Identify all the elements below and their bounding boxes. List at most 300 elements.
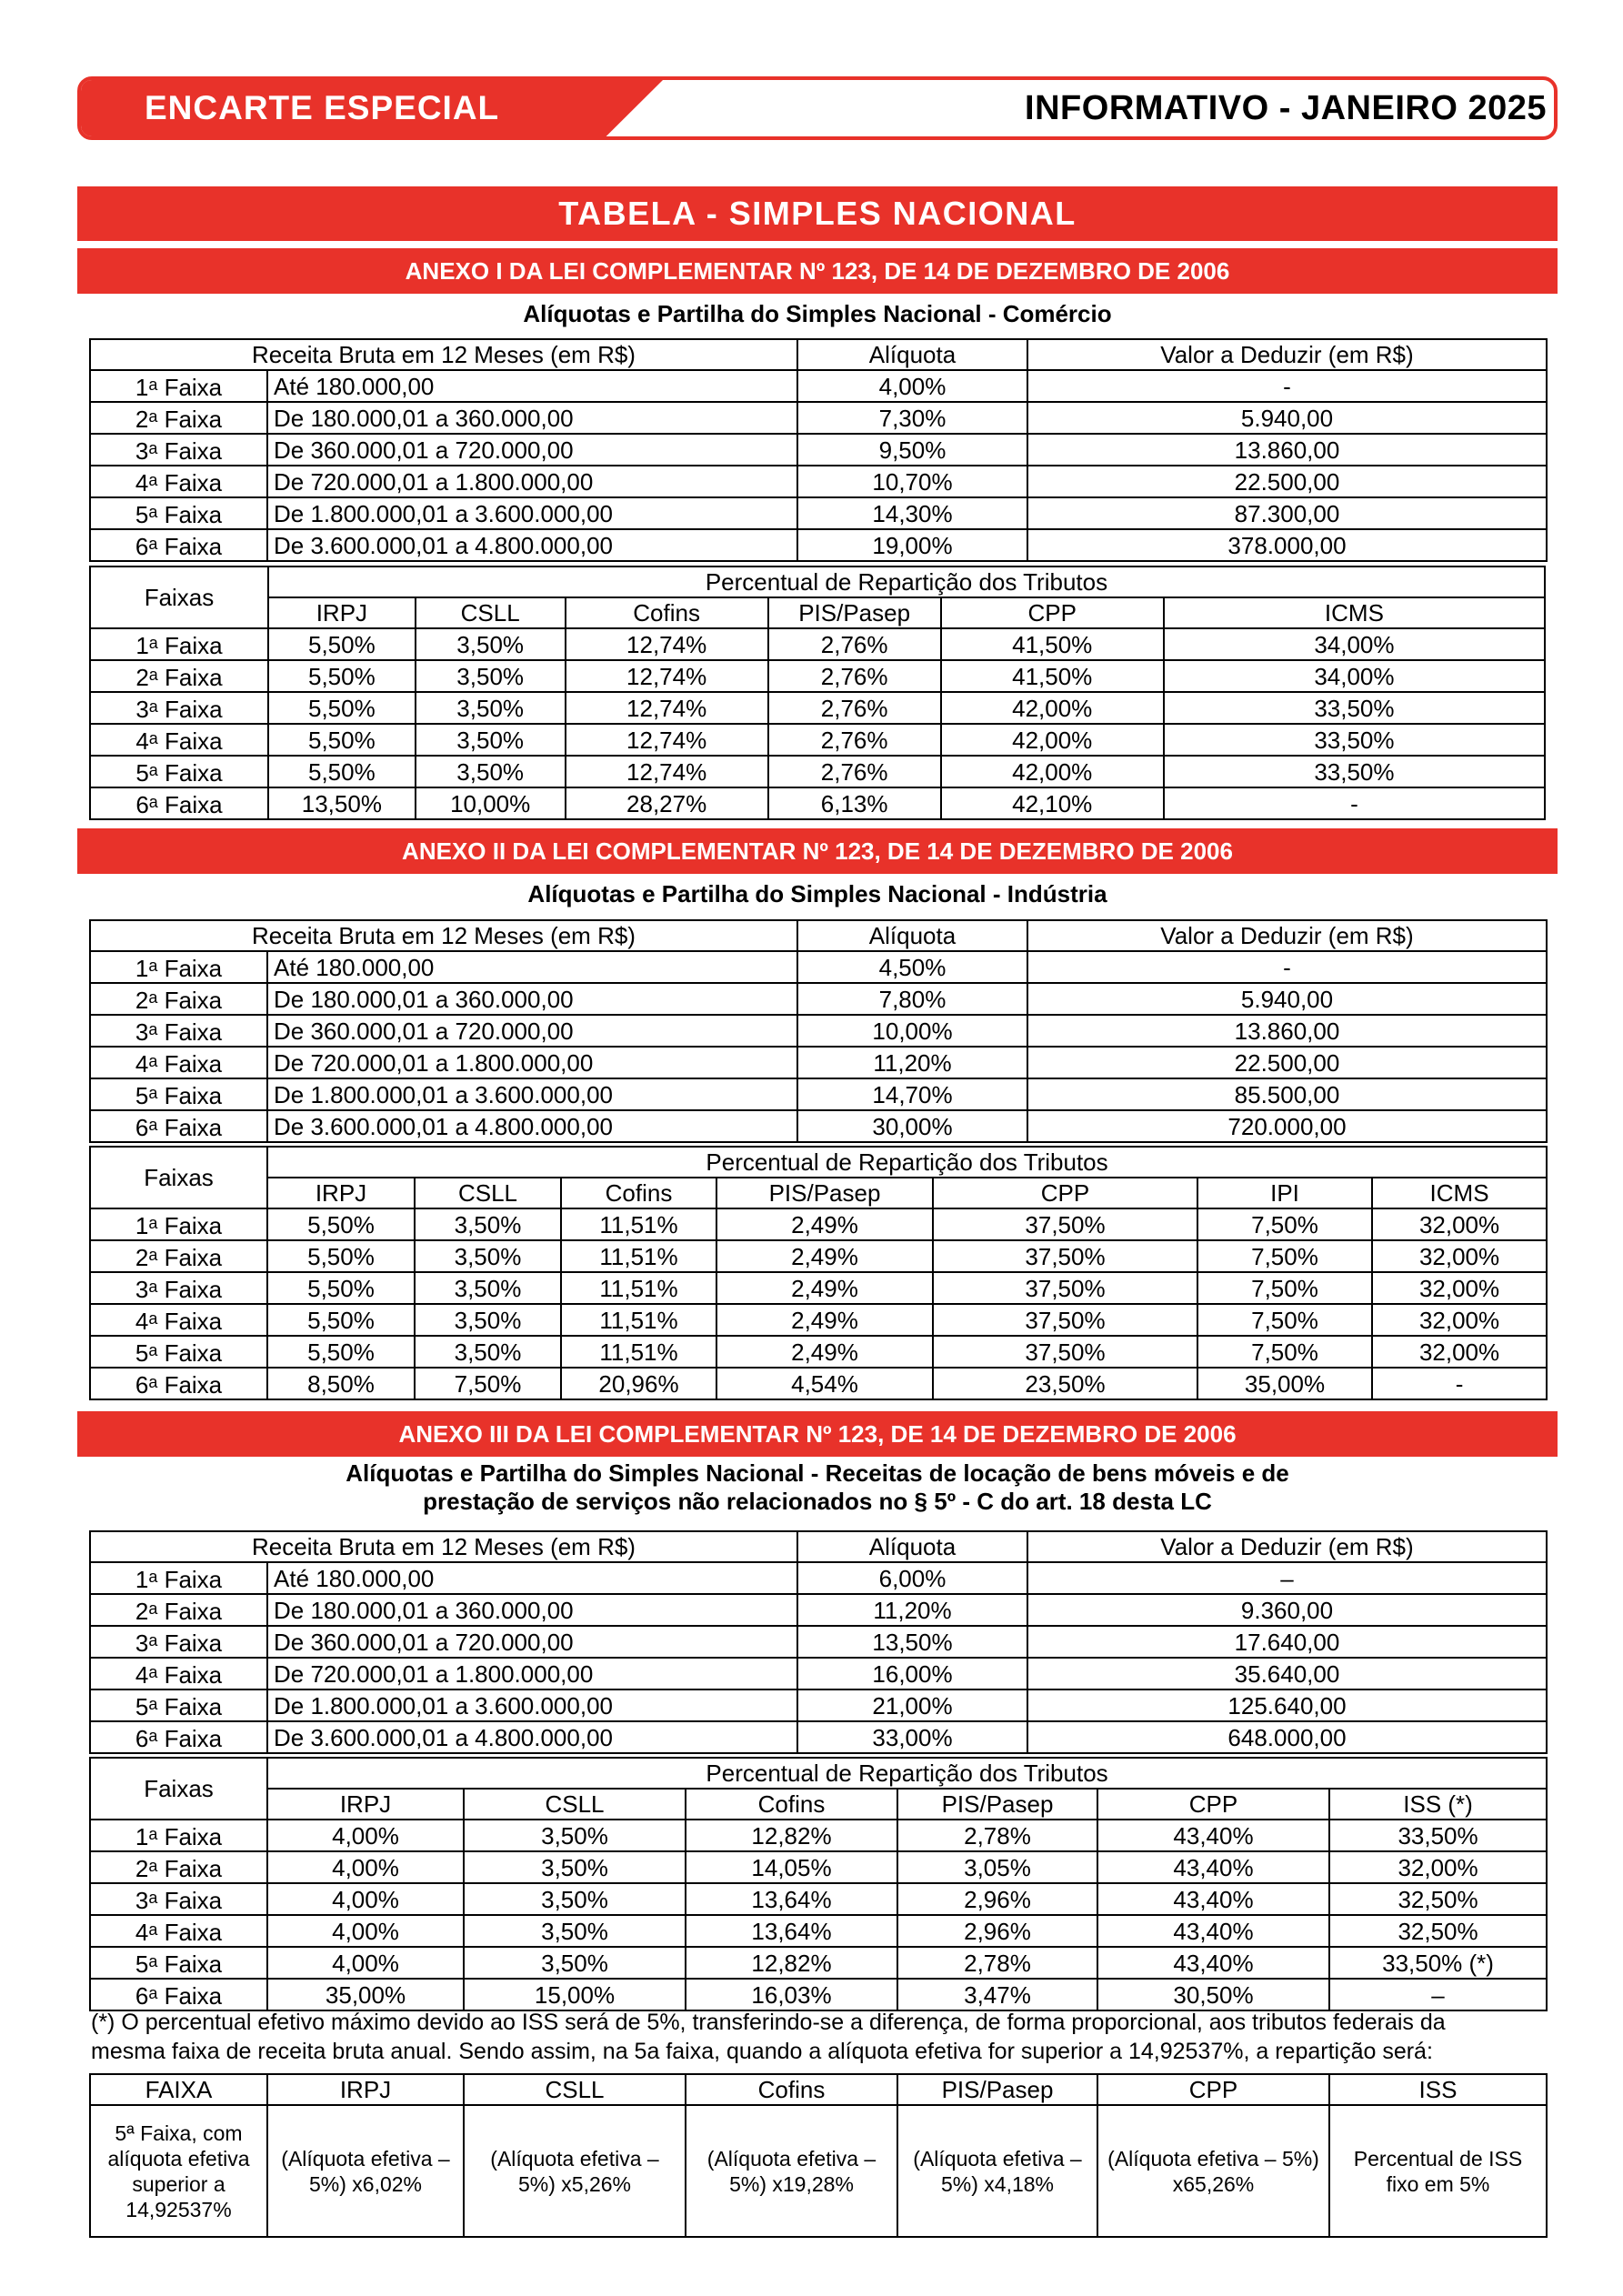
table-row	[90, 1626, 1547, 1658]
table-header-row	[90, 339, 1547, 370]
faixa-label-cell	[90, 951, 267, 983]
table-row	[90, 1208, 1547, 1240]
tax-percent: 3,50%	[416, 660, 566, 692]
ordinal-marker: a	[148, 1631, 158, 1649]
receita-range: De 360.000,01 a 720.000,00	[267, 434, 797, 466]
tax-percent: 32,00%	[1372, 1304, 1547, 1336]
tax-percent: 3,50%	[415, 1336, 561, 1368]
faixa-label-cell	[90, 1272, 267, 1304]
faixa-number: 2	[135, 1598, 149, 1625]
tax-header: CPP	[1097, 1789, 1329, 1820]
aliquota-value: 33,00%	[797, 1721, 1027, 1753]
ordinal-marker: a	[148, 376, 158, 394]
faixas-header: Faixas	[90, 1758, 267, 1820]
table-row	[90, 1015, 1547, 1047]
tax-percent: 32,00%	[1372, 1240, 1547, 1272]
ordinal-marker: a	[148, 535, 158, 553]
tax-percent: 2,76%	[768, 628, 941, 660]
col-header: Cofins	[686, 2074, 897, 2105]
receita-range: De 720.000,01 a 1.800.000,00	[267, 1658, 797, 1689]
table-row	[90, 628, 1545, 660]
faixa-word: Faixa	[164, 1082, 223, 1109]
tax-percent: 33,50% (*)	[1329, 1947, 1547, 1979]
tax-percent: 4,54%	[716, 1368, 933, 1399]
faixa-number: 1	[135, 374, 149, 401]
tax-percent: 3,50%	[464, 1915, 686, 1947]
tax-percent: 43,40%	[1097, 1883, 1329, 1915]
faixa-label-cell	[90, 1336, 267, 1368]
faixa-number: 3	[135, 696, 149, 723]
col-header-aliquota: Alíquota	[797, 339, 1027, 370]
tax-percent: 5,50%	[267, 1336, 415, 1368]
faixa-label-cell	[90, 660, 268, 692]
aliquota-value: 6,00%	[797, 1562, 1027, 1594]
aliquota-value: 30,00%	[797, 1110, 1027, 1142]
table-header-row	[90, 1531, 1547, 1562]
faixa-word: Faixa	[164, 1661, 223, 1689]
tax-percent: 2,49%	[716, 1240, 933, 1272]
tax-percent: 5,50%	[267, 1304, 415, 1336]
deduzir-value: 13.860,00	[1027, 434, 1547, 466]
ordinal-marker: a	[148, 1309, 158, 1328]
deduzir-value: 87.300,00	[1027, 497, 1547, 529]
faixa-label-cell	[90, 1015, 267, 1047]
faixa-label-cell	[90, 1721, 267, 1753]
tax-percent: 42,10%	[941, 787, 1164, 819]
faixa-word: Faixa	[164, 1598, 223, 1625]
tax-header: Cofins	[686, 1789, 897, 1820]
faixa-word: Faixa	[164, 1919, 223, 1946]
faixa-label-cell	[90, 1883, 267, 1915]
faixa-label-cell	[90, 983, 267, 1015]
table-row	[90, 1915, 1547, 1947]
anexo-2-rates-table	[89, 919, 1548, 1143]
tax-header: ISS (*)	[1329, 1789, 1547, 1820]
formula-cell: (Alíquota efetiva – 5%) x6,02%	[267, 2105, 464, 2237]
tax-percent: 35,00%	[1197, 1368, 1372, 1399]
deduzir-value: 22.500,00	[1027, 466, 1547, 497]
ordinal-marker: a	[148, 439, 158, 457]
table-row	[90, 1947, 1547, 1979]
deduzir-value: 85.500,00	[1027, 1078, 1547, 1110]
faixa-word: Faixa	[164, 1212, 223, 1239]
ordinal-marker: a	[148, 1341, 158, 1359]
receita-range: De 1.800.000,01 a 3.600.000,00	[267, 1078, 797, 1110]
tax-percent: 33,50%	[1329, 1820, 1547, 1851]
tax-percent: 11,51%	[561, 1208, 716, 1240]
faixa-label-cell	[90, 434, 267, 466]
table-row	[90, 1272, 1547, 1304]
deduzir-value: –	[1027, 1562, 1547, 1594]
anexo-1-title: ANEXO I DA LEI COMPLEMENTAR Nº 123, DE 14 DE DEZEMBRO DE 2006	[77, 248, 1558, 294]
faixa-word: Faixa	[164, 1050, 223, 1078]
tax-percent: 41,50%	[941, 628, 1164, 660]
faixa-word: Faixa	[165, 759, 223, 787]
ordinal-marker: a	[148, 1889, 158, 1907]
header-left-label: ENCARTE ESPECIAL	[81, 80, 590, 136]
ordinal-marker: a	[148, 634, 158, 652]
tax-percent: 7,50%	[1197, 1304, 1372, 1336]
tax-percent: 37,50%	[933, 1208, 1197, 1240]
tax-percent: 33,50%	[1164, 692, 1545, 724]
tax-percent: 8,50%	[267, 1368, 415, 1399]
aliquota-value: 7,80%	[797, 983, 1027, 1015]
table-row	[90, 1110, 1547, 1142]
ordinal-marker: a	[148, 1984, 158, 2002]
tax-percent: 4,00%	[267, 1820, 464, 1851]
rep-title: Percentual de Repartição dos Tributos	[267, 1758, 1547, 1789]
deduzir-value: 22.500,00	[1027, 1047, 1547, 1078]
faixa-word: Faixa	[164, 469, 223, 496]
ordinal-marker: a	[148, 1373, 158, 1391]
faixa-word: Faixa	[164, 987, 223, 1014]
tax-percent: 4,00%	[267, 1883, 464, 1915]
receita-range: Até 180.000,00	[267, 370, 797, 402]
tax-percent: 12,82%	[686, 1820, 897, 1851]
tax-percent: 5,50%	[268, 756, 416, 787]
tax-percent: 37,50%	[933, 1240, 1197, 1272]
faixa-label-cell	[90, 1110, 267, 1142]
rep-header-row	[90, 597, 1545, 628]
faixa-label-cell	[90, 1851, 267, 1883]
col-header-deduzir: Valor a Deduzir (em R$)	[1027, 920, 1547, 951]
ordinal-marker: a	[148, 1020, 158, 1038]
table-row	[90, 2105, 1547, 2237]
ordinal-marker: a	[148, 1727, 158, 1745]
col-header-receita: Receita Bruta em 12 Meses (em R$)	[90, 1531, 797, 1562]
tax-percent: 3,50%	[464, 1851, 686, 1883]
table-row	[90, 983, 1547, 1015]
faixa-word: Faixa	[164, 1693, 223, 1720]
faixa-label-cell	[90, 628, 268, 660]
faixa-number: 1	[135, 1212, 149, 1239]
faixa-label-cell	[90, 1626, 267, 1658]
deduzir-value: -	[1027, 951, 1547, 983]
faixa-word: Faixa	[164, 1982, 223, 2010]
ordinal-marker: a	[148, 957, 158, 975]
tax-header: Cofins	[561, 1178, 716, 1208]
table-row	[90, 1658, 1547, 1689]
anexo-3-subtitle-line1: Alíquotas e Partilha do Simples Nacional - Receitas de locação de bens móveis e de	[346, 1459, 1289, 1487]
tax-percent: 2,76%	[768, 692, 941, 724]
faixa-number: 5	[135, 1082, 149, 1109]
faixa-number: 3	[135, 1629, 149, 1657]
col-header-aliquota: Alíquota	[797, 920, 1027, 951]
iss-footnote-line2: mesma faixa de receita bruta anual. Sendo assim, na 5a faixa, quando a alíquota efetiva for superior a 14,92537%, a repartição será:	[91, 2039, 1433, 2064]
faixas-header: Faixas	[90, 566, 268, 628]
faixa-number: 4	[135, 727, 149, 755]
tax-header: PIS/Pasep	[716, 1178, 933, 1208]
table-row	[90, 1047, 1547, 1078]
table-row	[90, 370, 1547, 402]
table-row	[90, 660, 1545, 692]
ordinal-marker: a	[148, 1246, 158, 1264]
receita-range: De 3.600.000,01 a 4.800.000,00	[267, 529, 797, 561]
rep-title: Percentual de Repartição dos Tributos	[268, 566, 1545, 597]
tax-percent: 5,50%	[268, 692, 416, 724]
tax-percent: 2,49%	[716, 1336, 933, 1368]
faixa-number: 1	[135, 1823, 149, 1850]
ordinal-marker: a	[148, 1825, 158, 1843]
anexo-1-rates-table	[89, 338, 1548, 562]
ordinal-marker: a	[148, 988, 158, 1007]
anexo-3-title: ANEXO III DA LEI COMPLEMENTAR Nº 123, DE 14 DE DEZEMBRO DE 2006	[77, 1411, 1558, 1457]
ordinal-marker: a	[148, 503, 158, 521]
tax-percent: 7,50%	[415, 1368, 561, 1399]
ordinal-marker: a	[148, 761, 158, 779]
tax-percent: 2,78%	[897, 1820, 1097, 1851]
faixa-label-cell	[90, 497, 267, 529]
tax-percent: 4,00%	[267, 1851, 464, 1883]
faixa-word: Faixa	[164, 1244, 223, 1271]
faixa-label-cell	[90, 1208, 267, 1240]
tax-percent: 12,74%	[566, 724, 768, 756]
table-row	[90, 1594, 1547, 1626]
table-row	[90, 1820, 1547, 1851]
faixa-label-cell	[90, 1562, 267, 1594]
faixa-word: Faixa	[164, 1887, 223, 1914]
table-row	[90, 434, 1547, 466]
anexo-1-subtitle: Alíquotas e Partilha do Simples Nacional - Comércio	[523, 300, 1112, 327]
faixa-number: 2	[135, 664, 149, 691]
faixa-number: 3	[135, 437, 149, 465]
table-row	[90, 951, 1547, 983]
faixa-word: Faixa	[164, 406, 223, 433]
tax-percent: 37,50%	[933, 1336, 1197, 1368]
faixa-number: 3	[135, 1887, 149, 1914]
tax-header: CPP	[933, 1178, 1197, 1208]
tax-percent: 3,05%	[897, 1851, 1097, 1883]
receita-range: De 180.000,01 a 360.000,00	[267, 402, 797, 434]
table-row	[90, 402, 1547, 434]
formula-cell: (Alíquota efetiva – 5%) x4,18%	[897, 2105, 1097, 2237]
tax-percent: 12,74%	[566, 660, 768, 692]
faixa-number: 5	[135, 1693, 149, 1720]
faixa-number: 6	[135, 791, 149, 818]
ordinal-marker: a	[148, 1116, 158, 1134]
faixa-label-cell	[90, 1947, 267, 1979]
faixa-label-cell	[90, 692, 268, 724]
faixa-word: Faixa	[165, 696, 223, 723]
faixa-word: Faixa	[164, 1308, 223, 1335]
table-row	[90, 1851, 1547, 1883]
tax-header: PIS/Pasep	[897, 1789, 1097, 1820]
tax-percent: 33,50%	[1164, 756, 1545, 787]
receita-range: De 360.000,01 a 720.000,00	[267, 1626, 797, 1658]
receita-range: De 3.600.000,01 a 4.800.000,00	[267, 1721, 797, 1753]
tax-header: CSLL	[464, 1789, 686, 1820]
aliquota-value: 21,00%	[797, 1689, 1027, 1721]
tax-percent: 3,50%	[416, 724, 566, 756]
tax-percent: 3,50%	[415, 1208, 561, 1240]
faixa-number: 6	[135, 533, 149, 560]
col-header: CPP	[1097, 2074, 1329, 2105]
aliquota-value: 4,50%	[797, 951, 1027, 983]
receita-range: De 180.000,01 a 360.000,00	[267, 983, 797, 1015]
table-row	[90, 1336, 1547, 1368]
faixa-word: Faixa	[164, 374, 223, 401]
tax-percent: 5,50%	[267, 1208, 415, 1240]
faixa-label-cell	[90, 1658, 267, 1689]
receita-range: De 720.000,01 a 1.800.000,00	[267, 1047, 797, 1078]
rep-header-row	[90, 1178, 1547, 1208]
receita-range: De 1.800.000,01 a 3.600.000,00	[267, 1689, 797, 1721]
formula-cell: (Alíquota efetiva – 5%) x5,26%	[464, 2105, 686, 2237]
receita-range: De 720.000,01 a 1.800.000,00	[267, 466, 797, 497]
deduzir-value: 720.000,00	[1027, 1110, 1547, 1142]
faixa-number: 4	[135, 1308, 149, 1335]
tax-header: CPP	[941, 597, 1164, 628]
top-header-band	[77, 76, 1558, 140]
tax-percent: 3,50%	[416, 628, 566, 660]
iss-footnote	[91, 2008, 1546, 2066]
aliquota-value: 13,50%	[797, 1626, 1027, 1658]
table-row	[90, 1979, 1547, 2010]
tax-percent: 7,50%	[1197, 1240, 1372, 1272]
ordinal-marker: a	[148, 1663, 158, 1681]
faixa-word: Faixa	[165, 664, 223, 691]
tax-percent: 2,76%	[768, 724, 941, 756]
tax-percent: 32,00%	[1372, 1208, 1547, 1240]
tax-percent: 43,40%	[1097, 1947, 1329, 1979]
faixas-header: Faixas	[90, 1147, 267, 1208]
faixa-label-cell	[90, 724, 268, 756]
ordinal-marker: a	[148, 1052, 158, 1070]
faixa-number: 2	[135, 1244, 149, 1271]
tax-percent: 32,00%	[1372, 1336, 1547, 1368]
tax-percent: 42,00%	[941, 756, 1164, 787]
faixa-label-cell	[90, 787, 268, 819]
faixa-word: Faixa	[164, 501, 223, 528]
tax-percent: 43,40%	[1097, 1820, 1329, 1851]
tax-percent: 23,50%	[933, 1368, 1197, 1399]
ordinal-marker: a	[148, 729, 158, 747]
tax-percent: 2,49%	[716, 1304, 933, 1336]
faixa-number: 4	[135, 469, 149, 496]
tax-percent: 28,27%	[566, 787, 768, 819]
deduzir-value: -	[1027, 370, 1547, 402]
table-row	[90, 1689, 1547, 1721]
aliquota-value: 16,00%	[797, 1658, 1027, 1689]
col-header: IRPJ	[267, 2074, 464, 2105]
tax-percent: 2,96%	[897, 1883, 1097, 1915]
faixa-word: Faixa	[164, 1371, 223, 1399]
tax-percent: 12,74%	[566, 692, 768, 724]
tax-header: IPI	[1197, 1178, 1372, 1208]
table-row	[90, 1562, 1547, 1594]
tax-percent: 32,00%	[1329, 1851, 1547, 1883]
tax-percent: 30,50%	[1097, 1979, 1329, 2010]
faixa-word: Faixa	[164, 1823, 223, 1850]
aliquota-value: 11,20%	[797, 1594, 1027, 1626]
aliquota-value: 14,30%	[797, 497, 1027, 529]
tax-header: IRPJ	[267, 1789, 464, 1820]
faixa-number: 4	[135, 1919, 149, 1946]
tax-percent: 16,03%	[686, 1979, 897, 2010]
faixa-word: Faixa	[165, 791, 223, 818]
col-header: PIS/Pasep	[897, 2074, 1097, 2105]
faixa-label-cell	[90, 529, 267, 561]
tax-percent: 37,50%	[933, 1272, 1197, 1304]
ordinal-marker: a	[148, 1084, 158, 1102]
table-row	[90, 756, 1545, 787]
deduzir-value: 5.940,00	[1027, 402, 1547, 434]
aliquota-value: 7,30%	[797, 402, 1027, 434]
table-header-row	[90, 920, 1547, 951]
tax-percent: 12,82%	[686, 1947, 897, 1979]
deduzir-value: 125.640,00	[1027, 1689, 1547, 1721]
tax-percent: 20,96%	[561, 1368, 716, 1399]
ordinal-marker: a	[148, 1278, 158, 1296]
faixa-number: 3	[135, 1018, 149, 1046]
table-row	[90, 529, 1547, 561]
receita-range: Até 180.000,00	[267, 951, 797, 983]
faixa-number: 5	[135, 501, 149, 528]
tax-percent: -	[1164, 787, 1545, 819]
faixa-word: Faixa	[164, 1339, 223, 1367]
ordinal-marker: a	[148, 666, 158, 684]
faixa-label-cell	[90, 466, 267, 497]
receita-range: Até 180.000,00	[267, 1562, 797, 1594]
faixa-label-cell	[90, 1078, 267, 1110]
formula-cell: 5ª Faixa, com alíquota efetiva superior a 14,92537%	[90, 2105, 267, 2237]
tax-percent: 34,00%	[1164, 660, 1545, 692]
tax-percent: 2,76%	[768, 756, 941, 787]
faixa-word: Faixa	[165, 632, 223, 659]
tax-percent: 2,96%	[897, 1915, 1097, 1947]
faixa-number: 4	[135, 1661, 149, 1689]
faixa-label-cell	[90, 756, 268, 787]
faixa-number: 1	[135, 632, 149, 659]
rep-title-row	[90, 566, 1545, 597]
tax-percent: 15,00%	[464, 1979, 686, 2010]
tax-percent: 3,50%	[415, 1272, 561, 1304]
deduzir-value: 17.640,00	[1027, 1626, 1547, 1658]
formula-cell: (Alíquota efetiva – 5%) x19,28%	[686, 2105, 897, 2237]
faixa-label-cell	[90, 1979, 267, 2010]
tax-percent: 2,49%	[716, 1272, 933, 1304]
anexo-2-subtitle: Alíquotas e Partilha do Simples Nacional - Indústria	[527, 880, 1107, 907]
faixa-number: 6	[135, 1725, 149, 1752]
table-row	[90, 1078, 1547, 1110]
tax-percent: 7,50%	[1197, 1208, 1372, 1240]
anexo-1-distribution-table	[89, 566, 1546, 820]
tax-percent: 13,50%	[268, 787, 416, 819]
ordinal-marker: a	[148, 697, 158, 716]
table-row	[90, 692, 1545, 724]
aliquota-value: 9,50%	[797, 434, 1027, 466]
faixa-word: Faixa	[164, 533, 223, 560]
tax-percent: 11,51%	[561, 1272, 716, 1304]
faixa-number: 5	[135, 1950, 149, 1978]
faixa-word: Faixa	[164, 1566, 223, 1593]
tax-percent: 5,50%	[268, 660, 416, 692]
faixa-label-cell	[90, 1594, 267, 1626]
tax-percent: 3,50%	[416, 756, 566, 787]
table-row	[90, 724, 1545, 756]
aliquota-value: 10,00%	[797, 1015, 1027, 1047]
col-header-deduzir: Valor a Deduzir (em R$)	[1027, 339, 1547, 370]
tax-percent: 3,50%	[464, 1883, 686, 1915]
anexo-3-subtitle-line2: prestação de serviços não relacionados no § 5º - C do art. 18 desta LC	[423, 1488, 1212, 1515]
tax-percent: 5,50%	[268, 724, 416, 756]
ordinal-marker: a	[148, 471, 158, 489]
deduzir-value: 35.640,00	[1027, 1658, 1547, 1689]
faixa-word: Faixa	[164, 955, 223, 982]
faixa-word: Faixa	[164, 1276, 223, 1303]
tax-percent: 11,51%	[561, 1304, 716, 1336]
formula-cell: (Alíquota efetiva – 5%) x65,26%	[1097, 2105, 1329, 2237]
